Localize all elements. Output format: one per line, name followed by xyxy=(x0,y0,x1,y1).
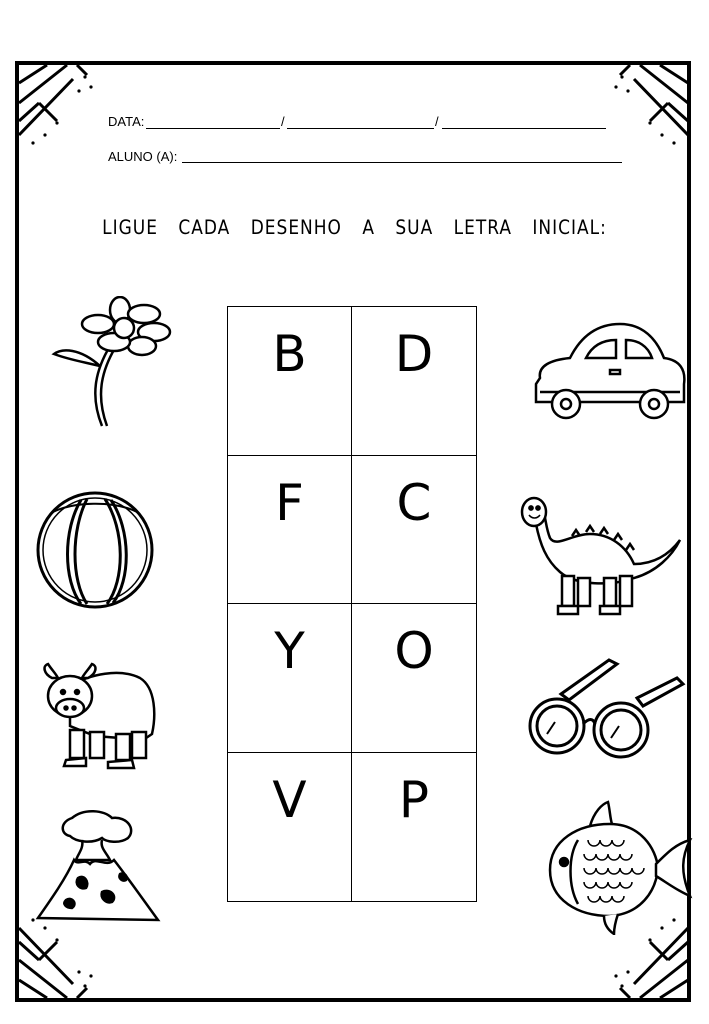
letter-cell[interactable] xyxy=(352,753,476,902)
date-separator: / xyxy=(435,114,439,129)
date-year-field[interactable] xyxy=(442,128,606,129)
letter: F xyxy=(275,473,304,532)
date-month-field[interactable] xyxy=(287,128,434,129)
letter: P xyxy=(398,770,430,829)
letter-cell[interactable] xyxy=(352,604,476,753)
yak-icon[interactable] xyxy=(40,656,160,771)
letter-cell[interactable] xyxy=(228,753,352,902)
fish-icon[interactable] xyxy=(544,800,694,935)
corner-ornament-top-left xyxy=(17,63,107,153)
letter-cell[interactable] xyxy=(352,307,476,456)
flower-icon[interactable] xyxy=(50,296,175,431)
letter: C xyxy=(396,473,432,532)
volcano-icon[interactable] xyxy=(32,808,162,928)
letter-cell[interactable] xyxy=(352,456,476,605)
letter: O xyxy=(394,622,434,680)
letter: Y xyxy=(274,622,305,680)
date-separator: / xyxy=(281,114,285,129)
student-name-field[interactable] xyxy=(182,162,622,163)
letter-cell[interactable] xyxy=(228,604,352,753)
corner-ornament-top-right xyxy=(600,63,690,153)
student-label: ALUNO (A): xyxy=(108,149,178,164)
letter: B xyxy=(272,325,307,383)
date-label: DATA: xyxy=(108,114,145,129)
letter-cell[interactable] xyxy=(228,456,352,605)
letter: V xyxy=(272,770,307,829)
instruction-title: LIGUE CADA DESENHO A SUA LETRA INICIAL: xyxy=(102,216,607,240)
letter-cell[interactable] xyxy=(228,307,352,456)
letter-grid xyxy=(227,306,477,902)
ball-icon[interactable] xyxy=(33,490,158,612)
dinosaur-icon[interactable] xyxy=(516,494,684,624)
date-day-field[interactable] xyxy=(146,128,280,129)
letter: D xyxy=(394,325,434,383)
car-icon[interactable] xyxy=(530,318,690,423)
glasses-icon[interactable] xyxy=(527,650,687,762)
